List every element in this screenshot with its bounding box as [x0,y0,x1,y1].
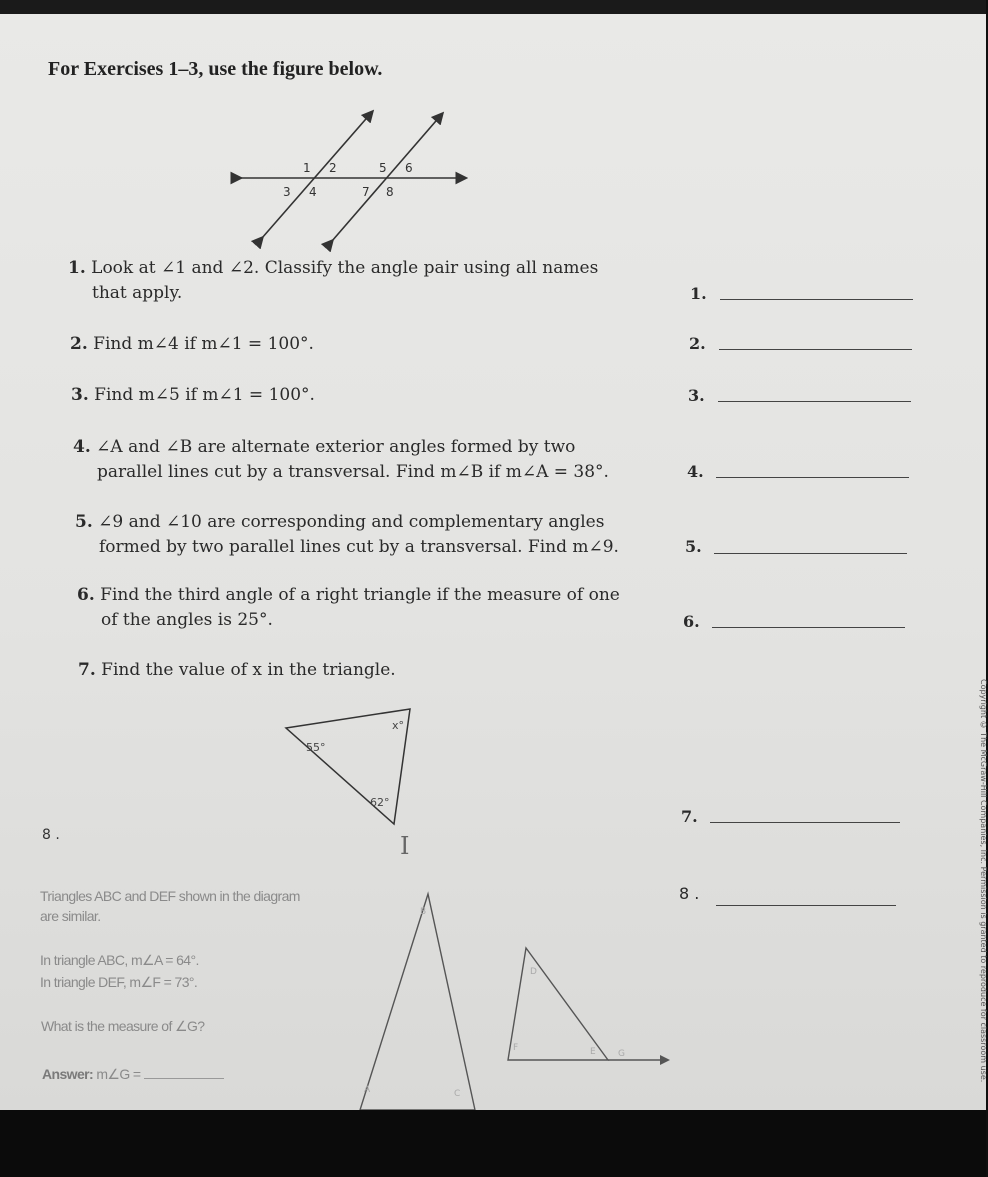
answer-label-6: 6. [683,612,700,631]
angle-label-8: 8 [386,185,394,199]
answer-blank-4[interactable] [716,476,909,478]
question-1: 1. Look at ∠1 and ∠2. Classify the angle pair using all names that apply. [68,258,599,303]
angle-55-label: 55° [306,741,326,754]
similar-triangles-figure [350,884,680,1110]
answer-label-1: 1. [690,284,707,303]
vertex-a-label: A [364,1085,371,1095]
angle-label-1: 1 [303,161,311,175]
angle-62-label: 62° [370,796,390,809]
text-cursor-icon: I [400,832,410,860]
transversal-left [262,112,372,238]
top-bezel [0,0,986,14]
triangle-def [508,948,608,1060]
answer-label-5: 5. [685,537,702,556]
answer-blank-3[interactable] [718,400,911,402]
vertex-e-label: E [590,1047,596,1057]
angle-label-3: 3 [283,185,291,199]
page-heading: For Exercises 1–3, use the figure below. [48,58,383,80]
angle-label-5: 5 [379,161,387,175]
answer-label-4: 4. [687,462,704,481]
answer-blank-6[interactable] [712,626,905,628]
question-6: 6. Find the third angle of a right triangle if the measure of one of the angles is 25°. [77,585,620,630]
problem-8-answer: Answer: m∠G = [42,1066,242,1083]
vertex-c-label: C [454,1089,461,1099]
problem-8-question: What is the measure of ∠G? [41,1018,205,1034]
parallel-lines-figure [230,96,480,256]
angle-label-2: 2 [329,161,337,175]
angle-label-7: 7 [362,185,370,199]
question-2: 2. Find m∠4 if m∠1 = 100°. [70,334,314,354]
answer-label-8: 8 . [679,884,700,903]
vertex-d-label: D [530,967,537,977]
angle-x-label: x° [392,719,405,732]
answer-blank-5[interactable] [714,552,907,554]
triangle-abc [360,894,475,1110]
answer-blank-1[interactable] [720,298,913,300]
question-5: 5. ∠9 and ∠10 are corresponding and complementary angles formed by two parallel lines cut by a transversal. Find m∠9. [75,512,619,557]
answer-blank-8[interactable] [716,904,896,906]
problem-8-text: Triangles ABC and DEF shown in the diagram are similar. [40,888,300,924]
problem-8-givens: In triangle ABC, m∠A = 64°. In triangle DEF, m∠F = 73°. [40,952,199,990]
answer-label-3: 3. [688,386,705,405]
triangle-question-7 [280,704,420,834]
answer-label-7: 7. [681,807,698,826]
question-4: 4. ∠A and ∠B are alternate exterior angles formed by two parallel lines cut by a transversal. Find m∠B if m∠A = 38°. [73,437,609,482]
question-3: 3. Find m∠5 if m∠1 = 100°. [71,385,315,405]
problem-8-label: 8 . [42,827,60,843]
answer-label-2: 2. [689,334,706,353]
ray-arrowhead-icon [660,1055,670,1065]
answer-blank-7[interactable] [710,821,900,823]
vertex-b-label: B [420,907,427,917]
worksheet-page [0,14,986,1110]
angle-g-label: G [618,1049,625,1059]
copyright-notice: Copyright © The McGraw-Hill Companies, Inc. Permission is granted to reproduce for classroom use. [979,679,988,1083]
vertex-f-label: F [513,1043,519,1053]
angle-label-4: 4 [309,185,317,199]
question-7: 7. Find the value of x in the triangle. [78,660,396,680]
bottom-bezel [0,1110,986,1177]
answer-blank-2[interactable] [719,348,912,350]
angle-label-6: 6 [405,161,413,175]
